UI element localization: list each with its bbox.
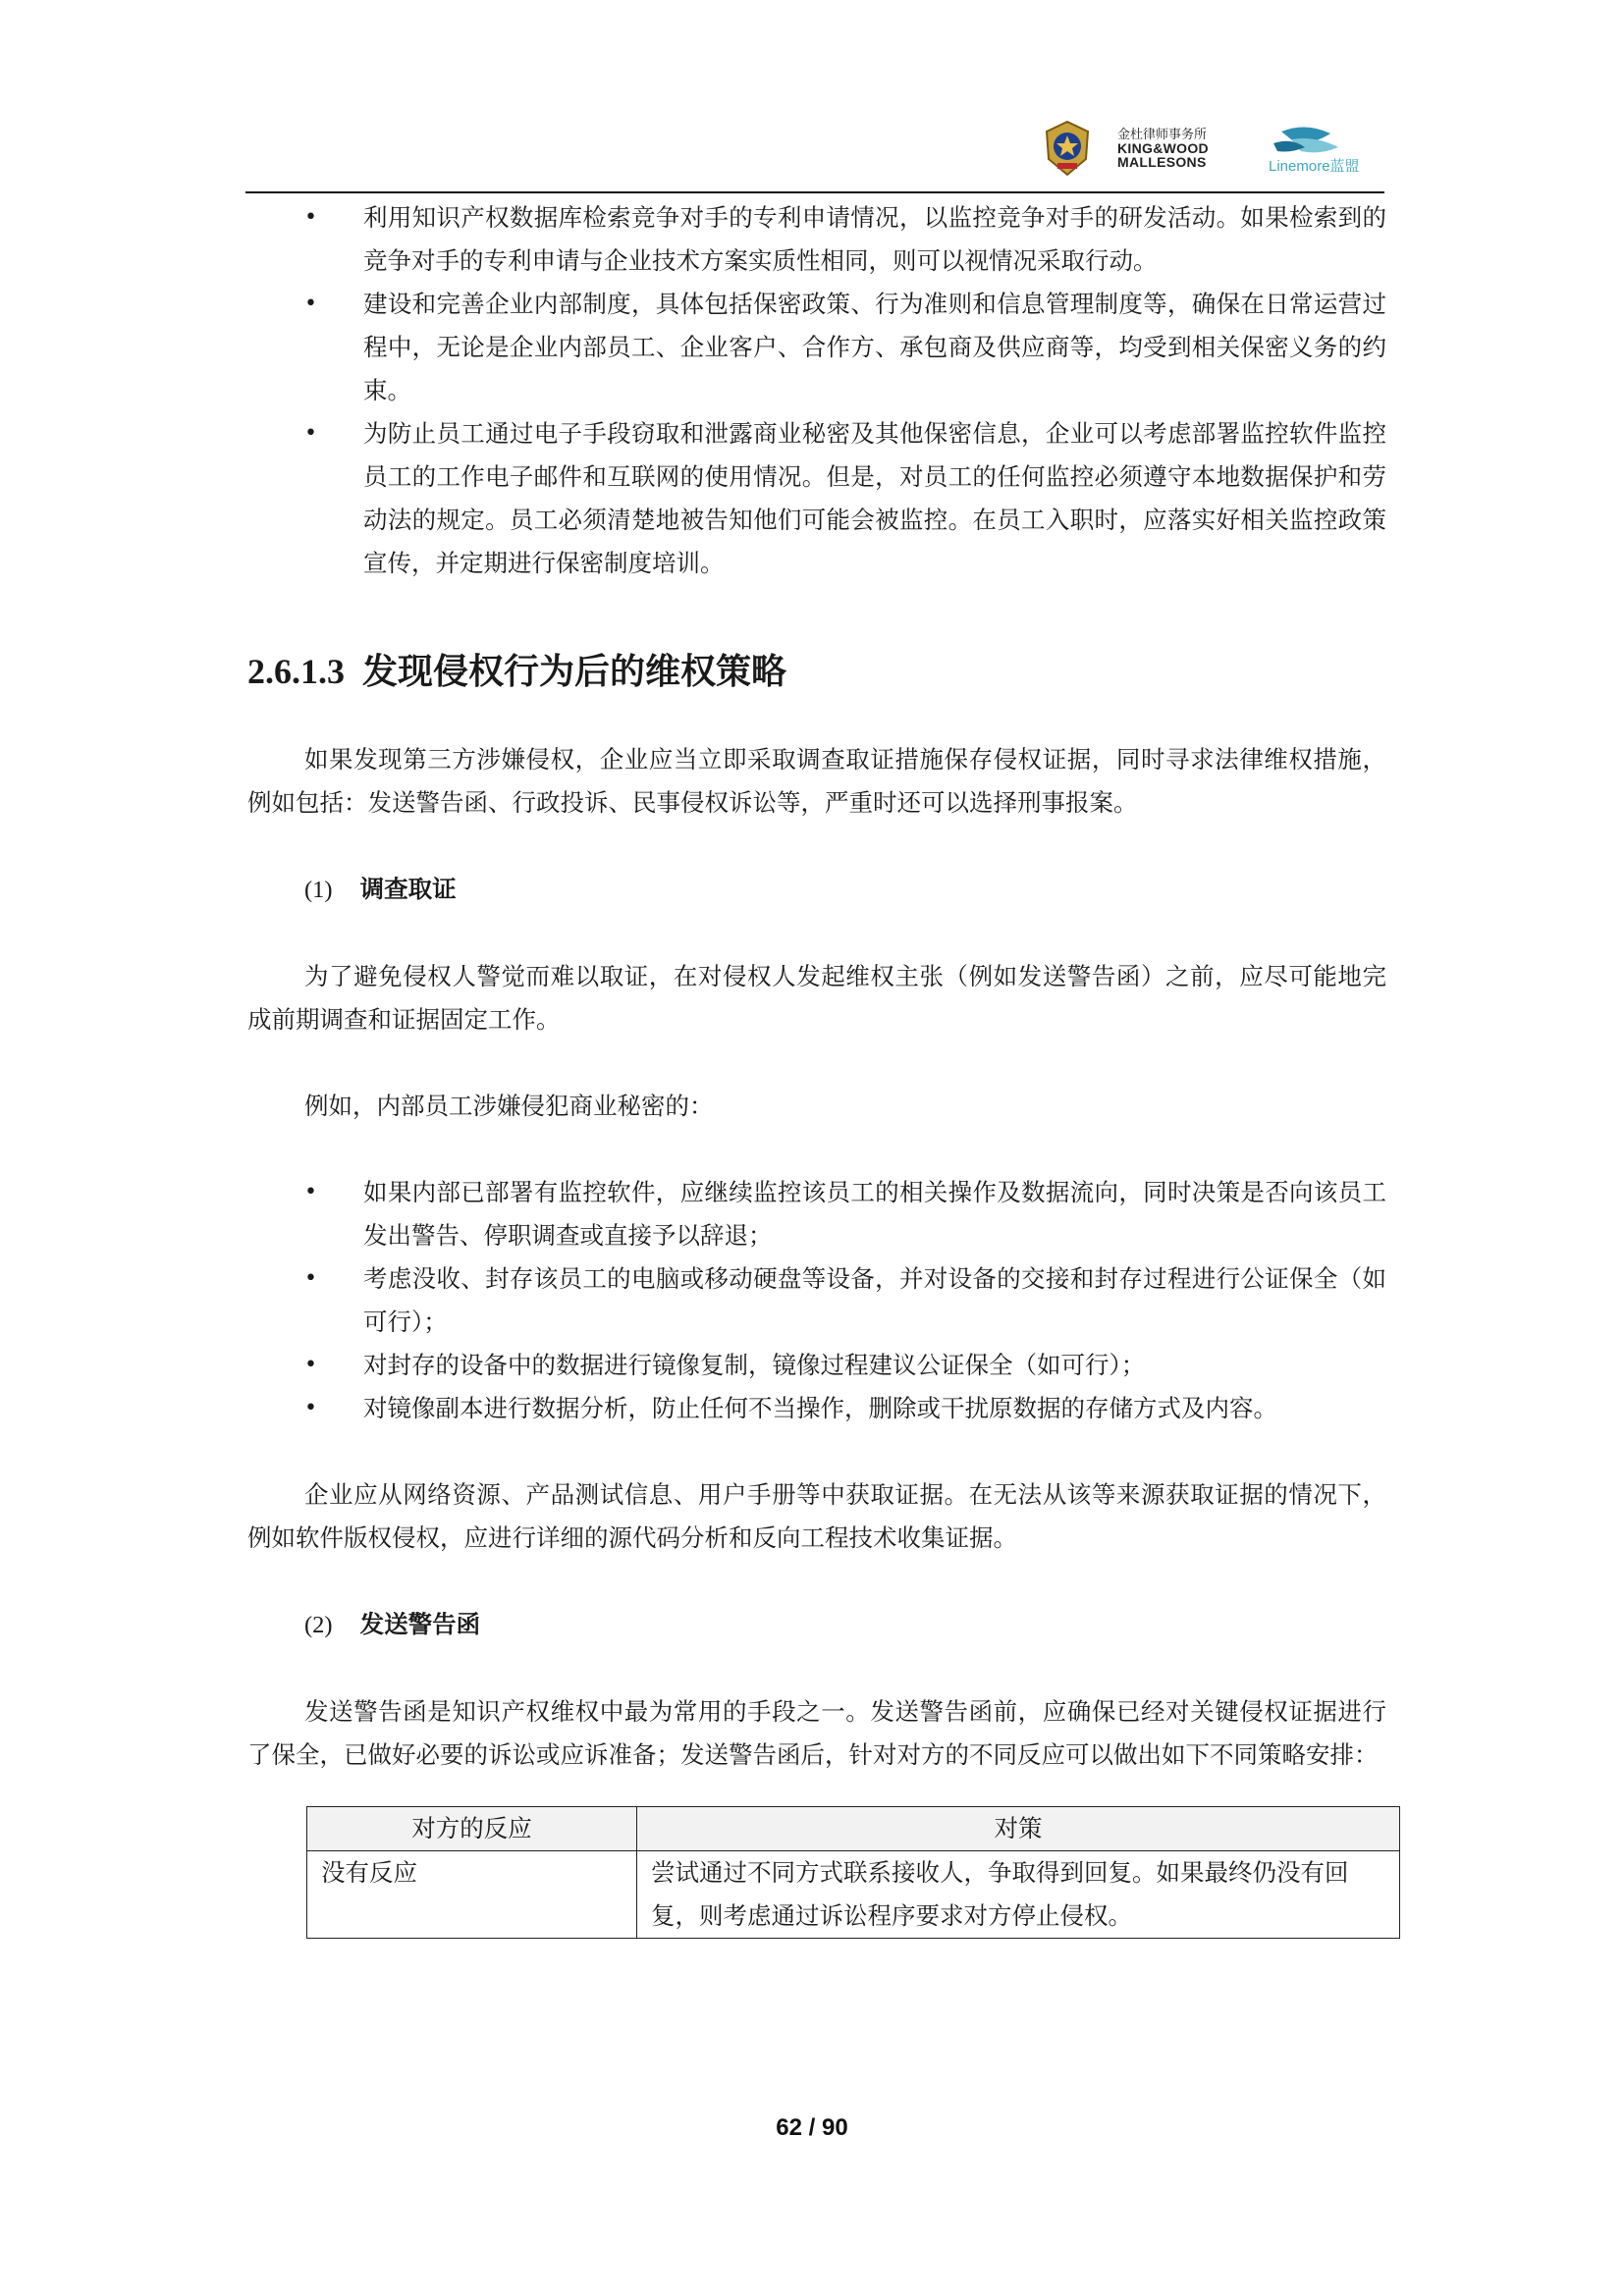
subheading-1-title: 调查取证 bbox=[359, 875, 457, 903]
section-heading bbox=[247, 648, 1386, 695]
linemore-logo-text bbox=[1269, 155, 1360, 176]
bullet-list-mid bbox=[247, 1171, 1386, 1430]
kwm-logo-en-2: MALLESONS bbox=[1117, 154, 1207, 171]
bullet-list-top bbox=[247, 196, 1386, 585]
subheading-1-index: (1) bbox=[304, 877, 333, 903]
paragraph: 例如，内部员工涉嫌侵犯商业秘密的： bbox=[304, 1092, 714, 1120]
table-cell: 没有反应 bbox=[307, 1851, 637, 1939]
kwm-logo-cn: 金杜律师事务所 bbox=[1117, 127, 1208, 141]
kwm-logo-en-1: KING&WOOD bbox=[1117, 139, 1209, 156]
linemore-en: Linemore bbox=[1269, 158, 1330, 175]
page-number: 62 / 90 bbox=[776, 2114, 848, 2141]
subheading-2-title: 发送警告函 bbox=[359, 1610, 481, 1638]
paragraph: 企业应从网络资源、产品测试信息、用户手册等中获取证据。在无法从该等来源获取证据的情况下，例如软件版权侵权，应进行详细的源代码分析和反向工程技术收集证据。 bbox=[247, 1480, 1386, 1552]
kwm-logo bbox=[1117, 128, 1235, 170]
section-number: 2.6.1.3 bbox=[247, 652, 345, 691]
list-item: • 对封存的设备中的数据进行镜像复制，镜像过程建议公证保全（如可行）； bbox=[247, 1344, 1386, 1387]
subheading-1 bbox=[247, 868, 1386, 912]
table-header-cell: 对策 bbox=[637, 1807, 1400, 1851]
header-divider bbox=[245, 191, 1384, 193]
list-item: • 对镜像副本进行数据分析，防止任何不当操作，删除或干扰原数据的存储方式及内容。 bbox=[247, 1387, 1386, 1430]
list-item: • 建设和完善企业内部制度，具体包括保密政策、行为准则和信息管理制度等，确保在日常运营过程中，无论是企业内部员工、企业客户、合作方、承包商及供应商等，均受到相关保密义务的约束。 bbox=[247, 283, 1386, 412]
subheading-2-index: (2) bbox=[304, 1612, 333, 1638]
list-item: • 利用知识产权数据库检索竞争对手的专利申请情况，以监控竞争对手的研发活动。如果检索到的竞争对手的专利申请与企业技术方案实质性相同，则可以视情况采取行动。 bbox=[247, 196, 1386, 283]
intro-paragraph: 如果发现第三方涉嫌侵权，企业应当立即采取调查取证措施保存侵权证据，同时寻求法律维权措施，例如包括：发送警告函、行政投诉、民事侵权诉讼等，严重时还可以选择刑事报案。 bbox=[247, 745, 1386, 817]
list-item: • 为防止员工通过电子手段窃取和泄露商业秘密及其他保密信息，企业可以考虑部署监控软件监控员工的工作电子邮件和互联网的使用情况。但是，对员工的任何监控必须遵守本地数据保护和劳动法的规定。员工必须清楚地被告知他们可能会被监控。在员工入职时，应落实好相关监控政策宣传，并定期进行保密制度培训。 bbox=[247, 412, 1386, 585]
paragraph: 发送警告函是知识产权维权中最为常用的手段之一。发送警告函前，应确保已经对关键侵权证据进行了保全，已做好必要的诉讼或应诉准备；发送警告函后，针对对方的不同反应可以做出如下不同策略安排： bbox=[247, 1697, 1386, 1769]
list-item: • 考虑没收、封存该员工的电脑或移动硬盘等设备，并对设备的交接和封存过程进行公证保全（如可行）； bbox=[247, 1257, 1386, 1344]
subheading-2 bbox=[247, 1603, 1386, 1647]
list-item: • 如果内部已部署有监控软件，应继续监控该员工的相关操作及数据流向，同时决策是否向该员工发出警告、停职调查或直接予以辞退； bbox=[247, 1171, 1386, 1257]
police-emblem-icon bbox=[1043, 120, 1092, 177]
table-cell: 尝试通过不同方式联系接收人，争取得到回复。如果最终仍没有回复，则考虑通过诉讼程序要求对方停止侵权。 bbox=[637, 1851, 1400, 1939]
response-strategy-table bbox=[306, 1806, 1400, 1939]
table-row bbox=[307, 1851, 1400, 1939]
document-body bbox=[247, 196, 1386, 1939]
table-header-row bbox=[307, 1807, 1400, 1851]
paragraph: 为了避免侵权人警觉而难以取证，在对侵权人发起维权主张（例如发送警告函）之前，应尽可能地完成前期调查和证据固定工作。 bbox=[247, 962, 1386, 1034]
linemore-cn: 蓝盟 bbox=[1329, 158, 1360, 175]
table-header-cell: 对方的反应 bbox=[307, 1807, 637, 1851]
section-title: 发现侵权行为后的维权策略 bbox=[362, 651, 787, 692]
